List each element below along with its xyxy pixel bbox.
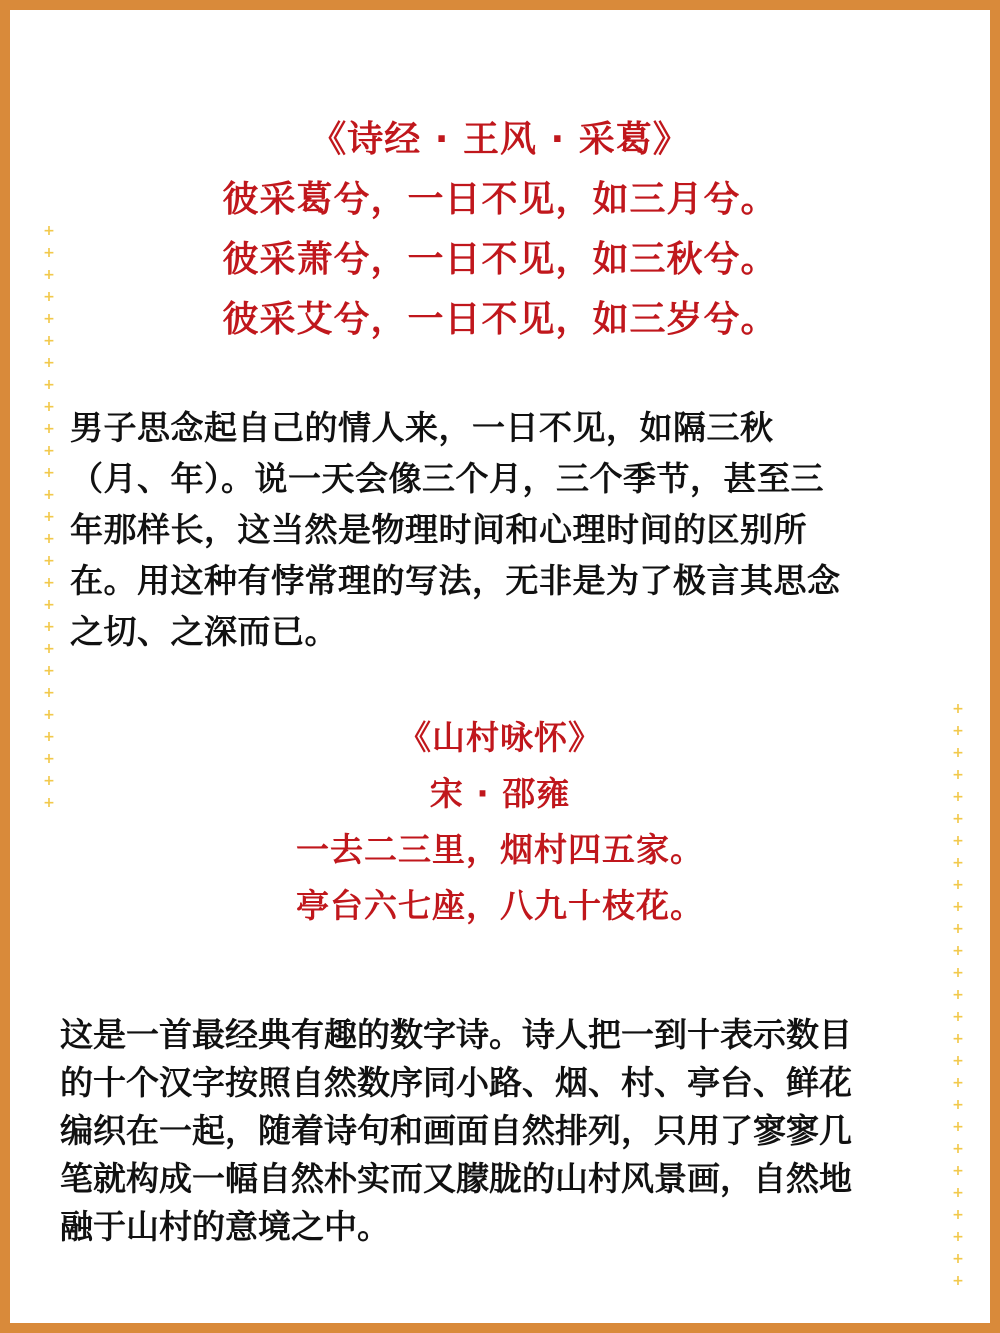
poem-line: 一去二三里，烟村四五家。 [296, 830, 704, 869]
sparkle-icon: + [43, 619, 55, 635]
poem-line: 彼采萧兮，一日不见，如三秋兮。 [222, 239, 778, 280]
sparkle-icon: + [43, 773, 55, 789]
sparkle-icon: + [952, 965, 964, 981]
sparkle-icon: + [952, 745, 964, 761]
commentary-line: 这是一首最经典有趣的数字诗。诗人把一到十表示数目 [60, 1015, 852, 1054]
commentary-line: 在。用这种有悖常理的写法，无非是为了极言其思念 [70, 561, 841, 600]
sparkle-icon: + [43, 267, 55, 283]
poem-caige [10, 110, 990, 350]
sparkle-icon: + [952, 1119, 964, 1135]
sparkle-icon: + [43, 465, 55, 481]
sparkle-icon: + [43, 487, 55, 503]
sparkle-icon: + [43, 355, 55, 371]
sparkle-icon: + [952, 943, 964, 959]
page-card [10, 10, 990, 1323]
sparkle-icon: + [43, 597, 55, 613]
sparkle-icon: + [952, 1163, 964, 1179]
sparkle-icon: + [43, 663, 55, 679]
poem-line: 彼采艾兮，一日不见，如三岁兮。 [222, 299, 778, 340]
sparkle-icon: + [43, 311, 55, 327]
sparkle-icon: + [952, 701, 964, 717]
sparkle-icon: + [43, 223, 55, 239]
sparkle-icon: + [43, 553, 55, 569]
sparkle-icon: + [952, 1207, 964, 1223]
sparkle-icon: + [43, 751, 55, 767]
commentary-shancun [60, 1011, 940, 1251]
commentary-line: 笔就构成一幅自然朴实而又朦胧的山村风景画，自然地 [60, 1159, 852, 1198]
sparkle-icon: + [952, 921, 964, 937]
commentary-line: 之切、之深而已。 [70, 612, 338, 651]
sparkle-icon: + [43, 509, 55, 525]
sparkle-icon: + [952, 855, 964, 871]
sparkle-icon: + [952, 767, 964, 783]
sparkle-icon: + [952, 811, 964, 827]
sparkle-icon: + [952, 1273, 964, 1289]
poem-line: 彼采葛兮，一日不见，如三月兮。 [222, 179, 778, 220]
sparkle-icon: + [952, 833, 964, 849]
poem-line: 亭台六七座，八九十枝花。 [296, 886, 704, 925]
sparkle-icon: + [43, 795, 55, 811]
commentary-line: 的十个汉字按照自然数序同小路、烟、村、亭台、鲜花 [60, 1063, 852, 1102]
poem-author: 宋 · 邵雍 [429, 774, 571, 813]
sparkle-icon: + [952, 987, 964, 1003]
sparkle-icon: + [43, 707, 55, 723]
sparkle-icon: + [43, 443, 55, 459]
sparkle-icon: + [952, 723, 964, 739]
sparkle-icon: + [43, 685, 55, 701]
sparkle-icon: + [43, 531, 55, 547]
commentary-line: （月、年）。说一天会像三个月，三个季节，甚至三 [70, 459, 824, 498]
commentary-line: 年那样长，这当然是物理时间和心理时间的区别所 [70, 510, 807, 549]
sparkle-icon: + [43, 289, 55, 305]
commentary-caige [70, 402, 930, 657]
commentary-line: 融于山村的意境之中。 [60, 1207, 390, 1246]
sparkle-icon: + [43, 575, 55, 591]
sparkle-icon: + [952, 877, 964, 893]
poem-title: 《诗经 · 王风 · 采葛》 [310, 119, 690, 160]
sparkle-icon: + [952, 1251, 964, 1267]
sparkle-icon: + [952, 1075, 964, 1091]
poem-title: 《山村咏怀》 [398, 718, 602, 757]
sparkle-icon: + [43, 245, 55, 261]
sparkle-icon: + [952, 899, 964, 915]
sparkle-icon: + [952, 1031, 964, 1047]
sparkle-icon: + [43, 421, 55, 437]
sparkle-icon: + [43, 729, 55, 745]
sparkle-icon: + [952, 1097, 964, 1113]
sparkle-icon: + [43, 641, 55, 657]
sparkle-icon: + [952, 789, 964, 805]
sparkle-icon: + [43, 399, 55, 415]
sparkle-icon: + [952, 1009, 964, 1025]
commentary-line: 男子思念起自己的情人来，一日不见，如隔三秋 [70, 408, 774, 447]
sparkle-icon: + [952, 1141, 964, 1157]
sparkle-icon: + [952, 1053, 964, 1069]
sparkle-icon: + [43, 333, 55, 349]
sparkle-icon: + [952, 1185, 964, 1201]
poem-shancun [10, 710, 990, 934]
commentary-line: 编织在一起，随着诗句和画面自然排列，只用了寥寥几 [60, 1111, 852, 1150]
sparkle-icon: + [952, 1229, 964, 1245]
sparkle-icon: + [43, 377, 55, 393]
